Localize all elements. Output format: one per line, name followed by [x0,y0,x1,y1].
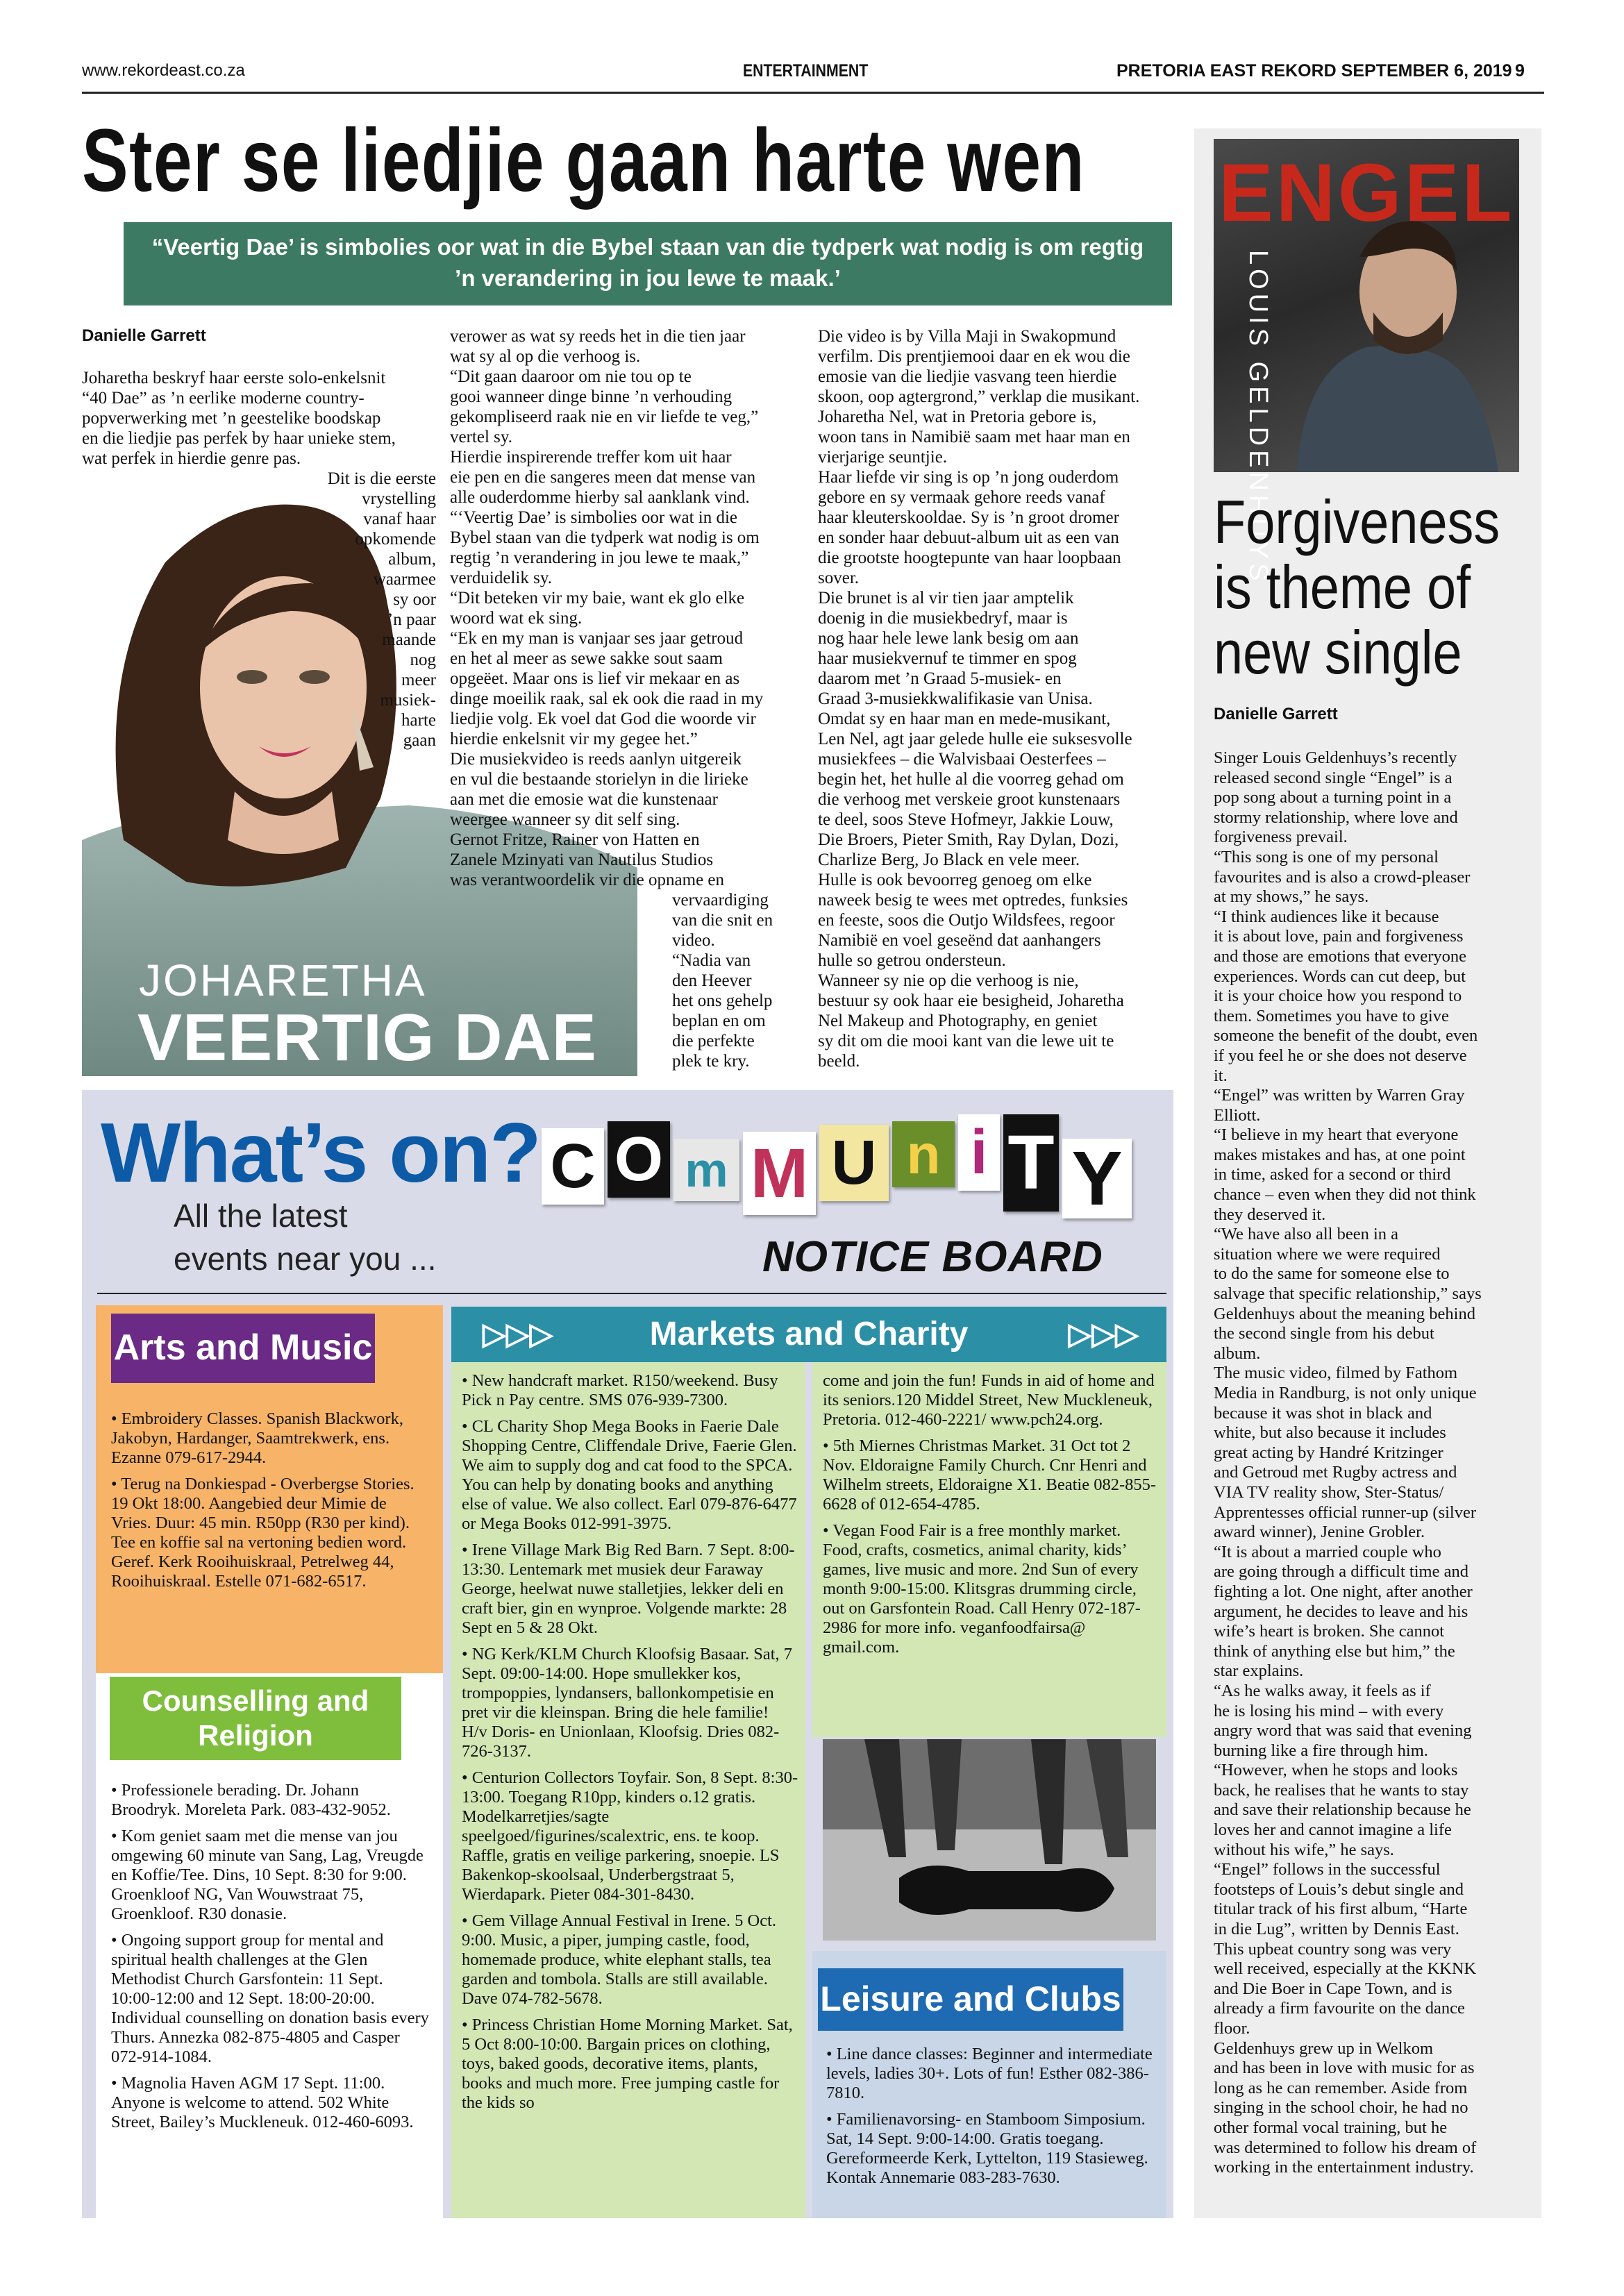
text-line: “We have also all been in a [1214,1225,1399,1244]
text-line: “Engel” was written by Warren Gray [1214,1086,1465,1105]
text-line: gekompliseerd raak nie en vir liefde te veg,” [450,408,759,426]
text-line: vanaf haar [363,510,436,528]
text-line: nog haar hele lewe lank besig om aan [818,629,1079,648]
sidebar-headline-line-1: Forgiveness [1214,487,1500,556]
text-line: “Engel” follows in the successful [1214,1860,1441,1879]
text-line: verower as wat sy reeds het in die tien jaar [450,327,746,346]
text-line: Die Broers, Pieter Smith, Ray Dylan, Dozi, [818,830,1119,849]
text-line: begin het, het hulle al die voorreg gehad om [818,770,1124,789]
text-line: favourites and is also a crowd-pleaser [1214,867,1471,887]
text-line: aan met die emosie wat die kunstenaar [450,790,718,809]
text-line: he is losing his mind – with every [1214,1701,1444,1720]
text-line: vierjarige seuntjie. [818,448,948,467]
text-line: Gernot Fritze, Rainer von Hatten en [450,830,700,849]
list-item: • Kom geniet saam met die mense van jou omgewing 60 minute van Sang, Lag, Vreugde en Koffie/Tee. Dins, 10 Sept. 8:30 for 9:00. Groenkloof NG, Van Wouwstraat 75, Groenkloof. R30 donasie. [111,1827,424,1923]
text-line: pop song about a turning point in a [1214,788,1452,807]
text-line: die verhoog met verskeie groot kunstenaars [818,790,1121,809]
text-line: en feeste, soos die Outjo Wildsfees, regoor [818,911,1115,930]
text-line: award winner), Jenine Grobler. [1214,1523,1425,1542]
sidebar-headline [1214,487,1500,687]
text-line: musiek- [380,691,436,710]
notice-board-title: NOTICE BOARD [762,1233,1103,1281]
article-column-2 [450,326,804,1071]
text-line: angry word that was said that evening [1214,1721,1472,1741]
community-letter: T [1003,1114,1059,1212]
text-line: great acting by Handré Kritzinger [1214,1443,1443,1462]
text-line: and Die Boer in Cape Town, and is [1214,1979,1453,1998]
album-title-text: VEERTIG DAE [137,1000,597,1075]
counselling-items [111,1781,430,2139]
text-line: Joharetha beskryf haar eerste solo-enkelsnit [82,369,386,387]
text-line: alle ouderdomme hierby sal aanklank vind. [450,488,750,507]
text-line: die grootste hoogtepunte van haar loopbaan [818,548,1121,567]
community-letters [542,1100,1166,1221]
text-line: waarmee [373,570,436,589]
text-line: bestuur sy ook haar eie besigheid, Joharetha [818,991,1124,1010]
list-item: • Ongoing support group for mental and spiritual health challenges at the Glen Methodist Church Garsfontein: 11 Sept. 10:00-12:00 and 12 Sept. 18:00-20:00. Individual counselling on donation basis every Thurs. Annezka 082-875-4805 and Casper 072-914-1084. [111,1931,429,2066]
text-line: eie pen en die sangeres meen dat mense van [450,468,756,487]
text-line: the second single from his debut [1214,1324,1434,1343]
pull-quote-line-2: ’n verandering in jou lewe te maak.’ [455,265,841,291]
text-line: te deel, soos Steve Hofmeyr, Jakkie Louw, [818,810,1114,829]
text-line: “I think audiences like it because [1214,907,1439,926]
notice-subtitle [174,1194,436,1280]
text-line: because it was shot in black and [1214,1403,1432,1423]
text-line: they deserved it. [1214,1205,1326,1224]
text-line: en het al meer as sewe sakke sout saam [450,649,723,668]
text-line: emosie van die liedjie vasvang teen hierdie [818,367,1117,386]
text-line: album. [1214,1343,1261,1363]
markets-col-1 [462,1371,798,2120]
text-line: to do the same for someone else to [1214,1264,1450,1284]
header-rule [82,92,1544,94]
text-line: sover. [818,569,860,587]
text-line: The music video, filmed by Fathom [1214,1364,1458,1383]
text-line: Nel Makeup and Photography, en geniet [818,1012,1098,1030]
text-line: wat perfek in hierdie genre pas. [82,449,301,468]
text-line: in die Lug”, written by Dennis East. [1214,1920,1459,1939]
text-line: “Dit gaan daaroor om nie tou op te [450,367,692,386]
sidebar-headline-line-3: new single [1214,618,1462,687]
text-line: opkomende [355,530,436,548]
text-line: vervaardiging [672,891,769,910]
notice-subtitle-line-1: All the latest [174,1198,348,1234]
counselling-label-line-1: Counselling and [142,1684,369,1717]
text-line: footsteps of Louis’s debut single and [1214,1879,1464,1899]
text-line: van die snit en [672,911,773,930]
text-line: it. [1214,1066,1228,1085]
text-line: “This song is one of my personal [1214,847,1439,866]
text-line: Apprentesses official runner-up (silver [1214,1502,1477,1522]
text-line: haar kleuterskooldae. Sy is ’n groot dromer [818,508,1119,527]
text-line: Joharetha Nel, wat in Pretoria gebore is, [818,408,1097,426]
text-line: Charlize Berg, Jo Black en vele meer. [818,850,1080,869]
text-line: “Nadia van [672,951,751,970]
markets-arrows-left-icon: ▷▷▷ [483,1317,553,1351]
text-line: it is about love, pain and forgiveness [1214,927,1464,946]
article-column-3 [818,326,1179,1071]
text-line: Bybel staan van die tydperk wat nodig is om [450,528,760,547]
list-item: • Magnolia Haven AGM 17 Sept. 11:00. Anyone is welcome to attend. 502 White Street, Bailey’s Muckleneuk. 012-460-6093. [111,2074,414,2131]
text-line: Hierdie inspirerende treffer kom uit haar [450,448,732,467]
text-line: and has been in love with music for as [1214,2059,1475,2078]
text-line: think of anything else but him,” the [1214,1641,1455,1661]
text-line: forgiveness prevail. [1214,828,1348,847]
text-line: was determined to follow his dream of [1214,2138,1477,2157]
community-letter: m [673,1139,739,1201]
cover-title: ENGEL [1219,147,1515,239]
album-artist-text: JOHARETHA [139,955,427,1005]
text-line: “As he walks away, it feels as if [1214,1681,1431,1700]
text-line: loves her and cannot imagine a life [1214,1820,1452,1840]
text-line: salvage that specific relationship,” says [1214,1284,1482,1304]
text-line: maande [382,630,436,649]
text-line: in time, asked for a second or third [1214,1165,1451,1184]
text-line: Namibië en voel geseënd dat aanhangers [818,931,1101,950]
text-line: album, [388,550,436,569]
text-line: regtig ’n verandering in jou lewe te maak,” [450,548,749,567]
text-line: VIA TV reality show, Ster-Status/ [1214,1482,1444,1502]
text-line: and save their relationship because he [1214,1800,1471,1820]
text-line: hierdie enkelsnit vir my gegee het.” [450,730,698,748]
text-line: singing in the school choir, he had no [1214,2098,1468,2118]
text-line: someone the benefit of the doubt, even [1214,1026,1478,1046]
text-line: gebore en sy vermaak gehore reeds vanaf [818,488,1105,507]
article-column-1 [82,368,436,751]
text-line: skoon, oop agtergrond,” verklap die musikant. [818,387,1140,406]
arts-items [111,1409,430,1598]
text-line: already a firm favourite on the dance [1214,1999,1465,2018]
text-line: long as he can remember. Aside from [1214,2078,1468,2097]
guitar-case-photo [823,1739,1156,1941]
text-line: doenig in die musiekbedryf, maar is [818,609,1068,628]
text-line: without his wife,” he says. [1214,1840,1394,1859]
text-line: argument, he decides to leave and his [1214,1602,1468,1621]
text-line: experiences. Words can cut deep, but [1214,966,1466,986]
text-line: Geldenhuys grew up in Welkom [1214,2038,1434,2058]
markets-arrows-right-icon: ▷▷▷ [1068,1317,1139,1351]
text-line: burning like a fire through him. [1214,1741,1428,1760]
text-line: harte [401,711,436,730]
notice-subtitle-line-2: events near you ... [174,1241,437,1277]
list-item: • Terug na Donkiespad - Overbergse Stories. 19 Okt 18:00. Aangebied deur Mimie de Vries. Duur: 45 min. R50pp (R30 per kind). Tee en koffie sal na vertoning bedien word. Geref. Kerk Rooihuiskraal, Petrelweg 44, Rooihuiskraal. Estelle 071-682-6517. [111,1475,415,1591]
arts-label: Arts and Music [111,1314,375,1383]
text-line: die perfekte [672,1032,755,1050]
text-line: woord wat ek sing. [450,609,583,628]
text-line: vertel sy. [450,428,513,446]
text-line: Singer Louis Geldenhuys’s recently [1214,748,1457,767]
text-line: Omdat sy en haar man en mede-musikant, [818,710,1111,728]
text-line: fighting a lot. One night, after another [1214,1582,1473,1601]
text-line: ’n paar [387,610,436,629]
notice-rule [97,1293,1166,1294]
list-item: • CL Charity Shop Mega Books in Faerie Dale Shopping Centre, Cliffendale Drive, Faerie Glen. We aim to supply dog and cat food to the SPCA. You can help by donating books and anything else of value. We also collect. Earl 079-876-6477 or Mega Books 012-991-3975. [462,1417,797,1533]
list-item: • Vegan Food Fair is a free monthly market. Food, crafts, cosmetics, animal charity, kids’ games, live music and more. 2nd Sun of every month 9:00-15:00. Klitsgras drumming circle, out on Garsfontein Road. Call Henry 072-187-2986 for more info. veganfoodfairsa@ gmail.com. [823,1521,1141,1657]
text-line: Die brunet is al vir tien jaar amptelik [818,589,1074,607]
text-line: Hulle is ook bevoorreg genoeg om elke [818,871,1092,889]
text-line: verfilm. Dis prentjiemooi daar en ek wou die [818,347,1130,366]
text-line: white, but also because it includes [1214,1423,1446,1443]
text-line: “It is about a married couple who [1214,1542,1441,1561]
counselling-label-line-2: Religion [198,1719,313,1752]
list-item: • Familienavorsing- en Stamboom Simposium. Sat, 14 Sept. 9:00-14:00. Gratis toegang. Gereformeerde Kerk, Lyttelton, 119 Stasieweg. Kontak Annemarie 083-283-7630. [826,2110,1148,2187]
text-line: verduidelik sy. [450,569,552,587]
list-item: • Gem Village Annual Festival in Irene. 5 Oct. 9:00. Music, a piper, jumping castle, food, homemade produce, white elephant stalls, tea garden and tombola. Stalls are still available. Dave 074-782-5678. [462,1911,776,2008]
text-line: woon tans in Namibië saam met haar man en [818,428,1130,446]
text-line: Graad 3-musiekkwalifikasie van Unisa. [818,689,1093,708]
markets-col-2 [823,1371,1160,1664]
whats-on-title: What’s on? [101,1105,540,1200]
text-line: beeld. [818,1052,860,1071]
text-line: “I believe in my heart that everyone [1214,1125,1459,1145]
text-line: “However, when he stops and looks [1214,1761,1458,1780]
text-line: other formal vocal training, but he [1214,2118,1448,2137]
text-line: floor. [1214,2019,1250,2038]
sidebar-article [1214,748,1533,2178]
text-line: daarom met ’n Graad 5-musiek- en [818,669,1062,688]
text-line: den Heever [672,971,752,990]
text-line: star explains. [1214,1661,1304,1681]
text-line: en die liedjie pas perfek by haar unieke stem, [82,429,396,448]
text-line: Elliott. [1214,1105,1261,1125]
text-line: hulle so getrou ondersteun. [818,951,1006,970]
text-line: at my shows,” he says. [1214,887,1369,907]
text-line: them. Sometimes you have to give [1214,1006,1449,1025]
text-line: if you feel he or she does not deserve [1214,1046,1467,1065]
text-line: gooi wanneer dinge binne ’n verhouding [450,387,733,406]
community-letter: Y [1062,1139,1132,1218]
text-line: stormy relationship, where love and [1214,807,1458,827]
text-line: vrystelling [362,489,436,508]
community-letter: C [542,1128,604,1205]
text-line: are going through a difficult time and [1214,1562,1468,1582]
text-line: en sonder haar debuut-album uit as een van [818,528,1119,547]
sidebar-headline-line-2: is theme of [1214,553,1471,621]
community-letter: O [608,1121,670,1198]
paper-dateline: PRETORIA EAST REKORD SEPTEMBER 6, 2019 [1116,61,1512,81]
text-line: dinge moeilik raak, sal ek ook die raad in my [450,689,764,708]
sidebar-byline: Danielle Garrett [1214,705,1338,723]
text-line: it is your choice how you respond to [1214,987,1462,1006]
text-line: Die musiekvideo is reeds aanlyn uitgereik [450,750,742,769]
text-line: Len Nel, agt jaar gelede hulle eie suksesvolle [818,730,1132,748]
text-line: weergee wanneer sy dit self sing. [450,810,680,829]
text-line: gaan [403,731,436,750]
list-item: • 5th Miernes Christmas Market. 31 Oct tot 2 Nov. Eldoraigne Family Church. Cnr Henri and Wilhelm streets, Eldoraigne X1. Beatie 082-855-6628 of 012-654-4785. [823,1436,1157,1514]
leisure-label: Leisure and Clubs [818,1968,1123,2031]
text-line: chance – even when they did not think [1214,1185,1476,1205]
text-line: het ons gehelp [672,991,773,1010]
text-line: Die video is by Villa Maji in Swakopmund [818,327,1116,346]
counselling-label [110,1677,401,1760]
main-byline: Danielle Garrett [82,326,206,345]
text-line: “Dit beteken vir my baie, want ek glo elke [450,589,745,607]
text-line: Zanele Mzinyati van Nautilus Studios [450,850,714,869]
text-line: Geldenhuys about the meaning behind [1214,1304,1475,1323]
text-line: sy oor [393,590,436,609]
text-line: wife’s heart is broken. She cannot [1214,1622,1445,1641]
text-line: en vul die bestaande storielyn in die lirieke [450,770,748,789]
text-line: well received, especially at the KKNK [1214,1959,1477,1979]
list-item: • Irene Village Mark Big Red Barn. 7 Sept. 8:00-13:30. Lentemark met musiek deur Faraway George, heelwat nuwe stalletjies, lekker deli en craft bier, gin en wynproe. Volgende markte: 28 Sept en 5 & 28 Okt. [462,1541,795,1637]
text-line: “40 Dae” as ’n eerlike moderne country- [82,389,365,408]
text-line: “Ek en my man is vanjaar ses jaar getroud [450,629,744,648]
text-line: was verantwoordelik vir die opname en [450,871,725,889]
markets-label [451,1307,1166,1362]
text-line: beplan en om [672,1012,766,1030]
text-line: popverwerking met ’n geestelike boodskap [82,409,381,428]
text-line: This upbeat country song was very [1214,1939,1452,1959]
list-item: • Centurion Collectors Toyfair. Son, 8 Sept. 8:30-13:00. Toegang R10pp, kinders o.12 gratis. Modelkarretjies/sagte speelgoed/figurines/scalextric, ens. te koop. Raffle, gratis en veilige parkering, snoepie. LS Bakenkop-skoolsaal, Underbergstraat 5, Wierdapark. Pieter 084-301-8430. [462,1768,798,1904]
text-line: haar musiekvernuf te timmer en spog [818,649,1077,668]
text-line: opgeëet. Maar ons is lief vir mekaar en as [450,669,740,688]
text-line: liedjie volg. Ek voel dat God die woorde vir [450,710,756,728]
cover-artist: LOUIS GELDENHUYS [1244,250,1273,585]
list-item: • Princess Christian Home Morning Market. Sat, 5 Oct 8:00-10:00. Bargain prices on clothing, toys, baked goods, decorative items, plants, books and much more. Free jumping castle for the kids so [462,2016,793,2112]
text-line: and those are emotions that everyone [1214,946,1466,966]
main-headline: Ster se liedjie gaan harte wen [82,111,1086,210]
list-item: • NG Kerk/KLM Church Kloofsig Basaar. Sat, 7 Sept. 09:00-14:00. Hope smullekker kos, trompoppies, lyndansers, ballonkompetisie en pret vir die kleinspan. Bring die hele familie! H/v Doris- en Unionlaan, Kloofsig. Dries 082-726-3137. [462,1645,793,1761]
text-line: wat sy al op die verhoog is. [450,347,641,366]
text-line: back, he realises that he wants to stay [1214,1780,1469,1800]
text-line: musiekfees – die Walvisbaai Oesterfees – [818,750,1106,769]
community-letter: U [819,1125,889,1201]
list-item: • Professionele berading. Dr. Johann Broodryk. Moreleta Park. 083-432-9052. [111,1781,391,1819]
text-line: “‘Veertig Dae’ is simbolies oor wat in die [450,508,738,527]
text-line: titular track of his first album, “Harte [1214,1900,1468,1919]
text-line: naweek besig te wees met optredes, funksies [818,891,1128,910]
text-line: Media in Randburg, is not only unique [1214,1384,1477,1402]
text-line: makes mistakes and has, at one point [1214,1145,1466,1164]
text-line: and Getroud met Rugby actress and [1214,1463,1457,1482]
text-line: working in the entertainment industry. [1214,2158,1474,2177]
website-url: www.rekordeast.co.za [82,61,245,80]
markets-label-text: Markets and Charity [649,1316,969,1352]
text-line: Wanneer sy nie op die verhoog is nie, [818,971,1079,990]
text-line: Dit is die eerste [327,469,436,488]
pull-quote-line-1: “Veertig Dae’ is simbolies oor wat in die Bybel staan van die tydperk wat nodig is om regtig [151,234,1144,260]
list-item: • Line dance classes: Beginner and intermediate levels, ladies 30+. Lots of fun! Esther 082-386-7810. [826,2045,1153,2102]
text-line: meer [401,671,436,689]
page-number: 9 [1515,61,1525,81]
text-line: sy dit om die mooi kant van die lewe uit te [818,1032,1114,1050]
list-item: • New handcraft market. R150/weekend. Busy Pick n Pay centre. SMS 076-939-7300. [462,1371,778,1409]
community-letter: i [958,1114,1000,1191]
text-line: Haar liefde vir sing is op ’n jong ouderdom [818,468,1119,487]
text-line: situation where we were required [1214,1244,1441,1264]
list-item: • Embroidery Classes. Spanish Blackwork, Jakobyn, Hardanger, Saamtrekwerk, ens. Ezanne 079-617-2944. [111,1409,403,1467]
community-letter: n [892,1121,955,1187]
text-line: video. [672,931,715,950]
leisure-items [826,2045,1153,2195]
pull-quote [124,222,1172,305]
section-label: ENTERTAINMENT [743,61,869,81]
text-line: released second single “Engel” is a [1214,768,1453,787]
text-line: plek te kry. [672,1052,750,1071]
community-letter: M [743,1132,816,1215]
list-item: come and join the fun! Funds in aid of home and its seniors.120 Middel Street, New Muckleneuk, Pretoria. 012-460-2221/ www.pch24.org. [823,1371,1155,1429]
text-line: nog [410,651,436,669]
